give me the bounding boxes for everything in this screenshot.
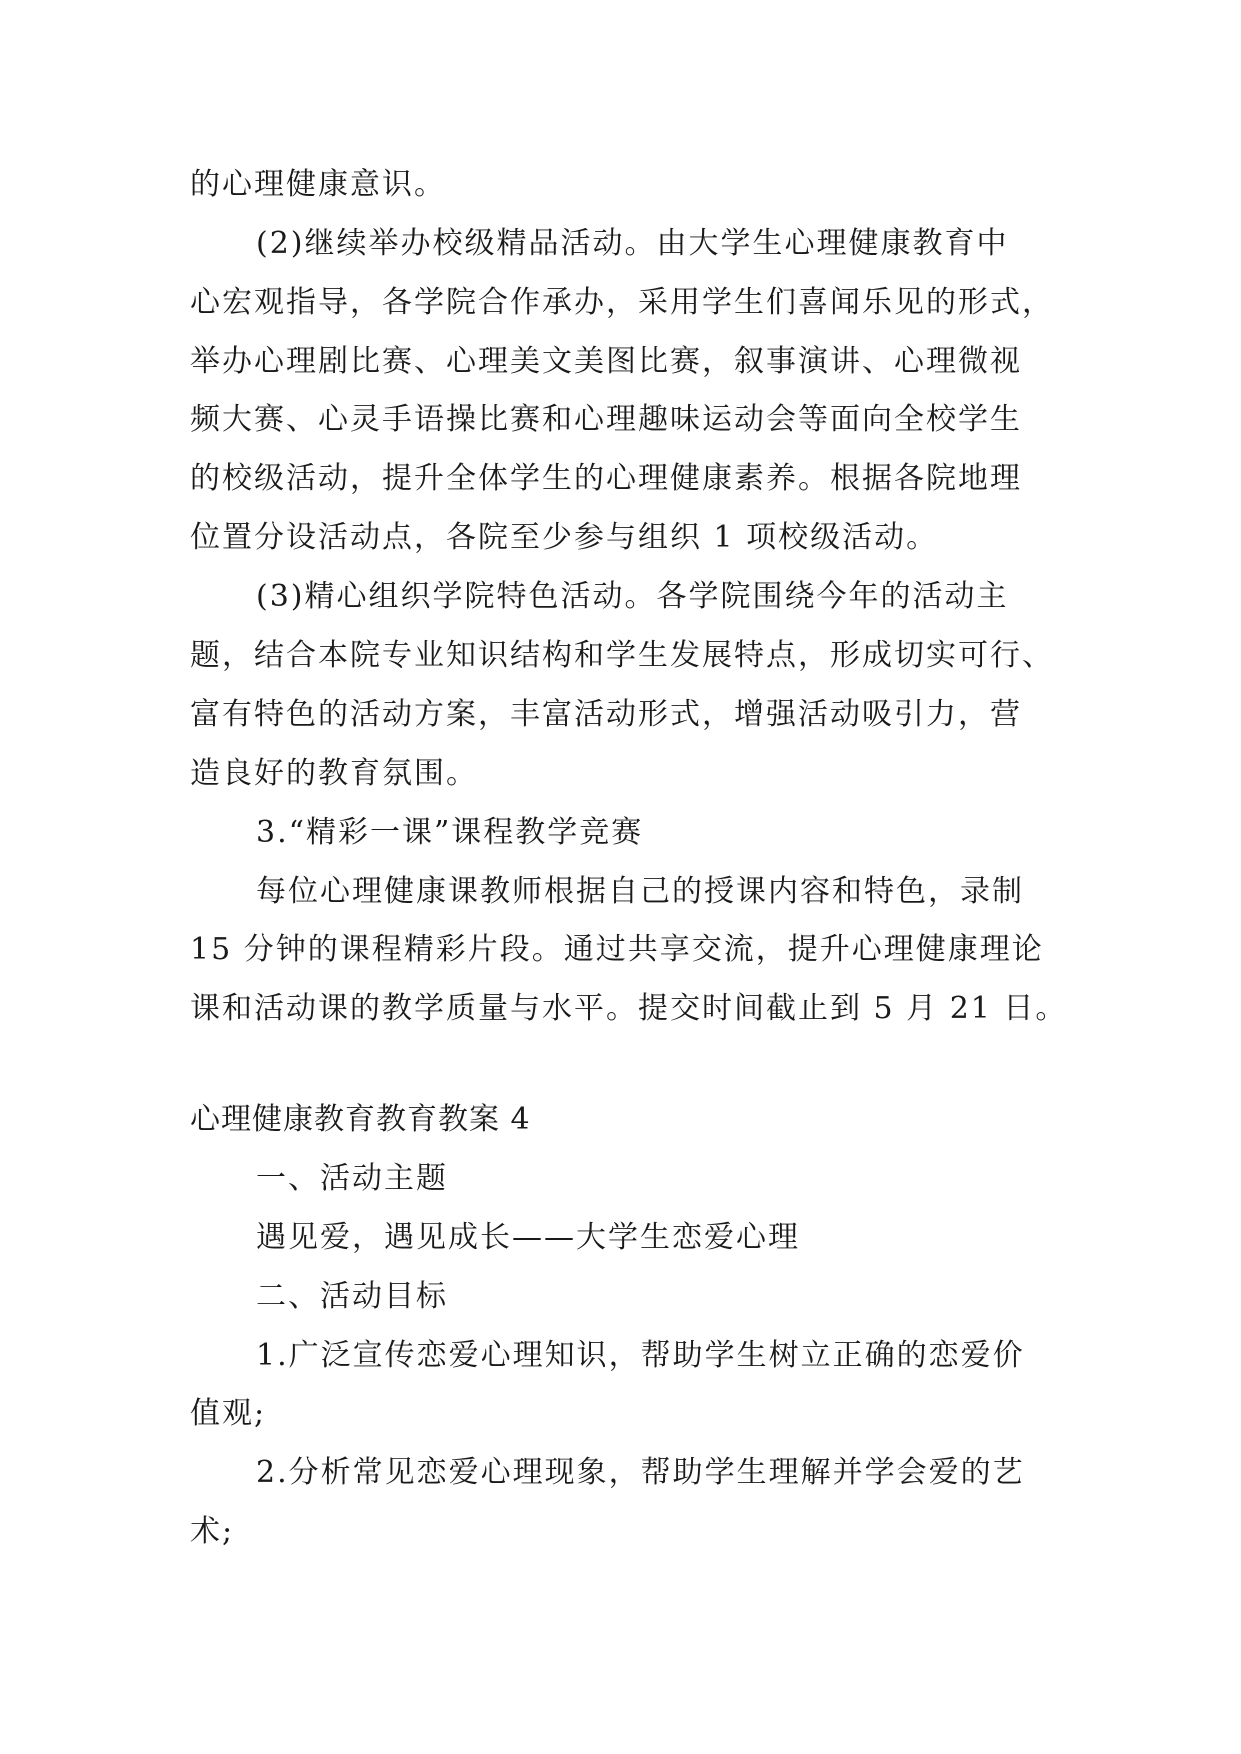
paragraph-line: 值观; [190, 1396, 267, 1431]
section-heading: 3.“精彩一课”课程教学竞赛 [256, 815, 644, 850]
section-heading: 一、活动主题 [256, 1161, 448, 1196]
paragraph-line: 的校级活动，提升全体学生的心理健康素养。根据各院地理 [190, 461, 1022, 496]
list-item-2: (2)继续举办校级精品活动。由大学生心理健康教育中 [256, 226, 1009, 261]
paragraph-line: 15 分钟的课程精彩片段。通过共享交流，提升心理健康理论 [190, 932, 1044, 967]
list-item-2: 2.分析常见恋爱心理现象，帮助学生理解并学会爱的艺 [256, 1455, 1025, 1490]
paragraph-line: 举办心理剧比赛、心理美文美图比赛，叙事演讲、心理微视 [190, 344, 1022, 379]
paragraph-line: 题，结合本院专业知识结构和学生发展特点，形成切实可行、 [190, 638, 1054, 673]
section-heading: 二、活动目标 [256, 1279, 448, 1314]
document-title: 心理健康教育教育教案 4 [190, 1102, 531, 1137]
paragraph-line: 每位心理健康课教师根据自己的授课内容和特色，录制 [256, 874, 1024, 909]
paragraph-line: 的心理健康意识。 [190, 167, 446, 202]
paragraph-line: 造良好的教育氛围。 [190, 756, 478, 791]
list-item-3: (3)精心组织学院特色活动。各学院围绕今年的活动主 [256, 579, 1009, 614]
paragraph-line: 位置分设活动点，各院至少参与组织 1 项校级活动。 [190, 520, 939, 555]
paragraph-line: 富有特色的活动方案，丰富活动形式，增强活动吸引力，营 [190, 697, 1022, 732]
paragraph-line: 频大赛、心灵手语操比赛和心理趣味运动会等面向全校学生 [190, 402, 1022, 437]
paragraph-line: 课和活动课的教学质量与水平。提交时间截止到 5 月 21 日。 [190, 991, 1068, 1026]
paragraph-line: 心宏观指导，各学院合作承办，采用学生们喜闻乐见的形式， [190, 285, 1054, 320]
list-item-1: 1.广泛宣传恋爱心理知识，帮助学生树立正确的恋爱价 [256, 1338, 1025, 1373]
paragraph-line: 术; [190, 1514, 235, 1549]
paragraph-line: 遇见爱，遇见成长——大学生恋爱心理 [256, 1220, 800, 1255]
